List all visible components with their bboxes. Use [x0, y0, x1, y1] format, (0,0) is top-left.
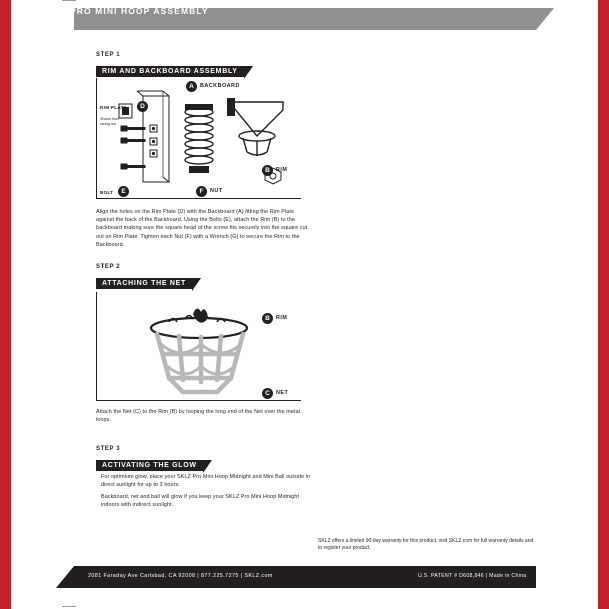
- footer-address: 2081 Faraday Ave Carlsbad, CA 92008 | 877.225.7275 | SKLZ.com: [88, 573, 273, 579]
- right-red-margin-bar: [598, 0, 609, 609]
- callout-d: D: [137, 101, 148, 112]
- step-1-body: Align the holes on the Rim Plate (D) with the Backboard (A) fitting the Rim Plate against the back of the Backboard. Using the Bolts (E), attach the Rim (B) to the backboard making sure the square head of the screw fits securely into the square cut out on Rim Plate. Tighten each Nut (F) with a Wrench (G) to secure the Rim to the Backboard.: [96, 209, 308, 248]
- net-label: NET: [276, 390, 289, 396]
- backboard-label: BACKBOARD: [200, 83, 240, 89]
- callout-f: F: [196, 186, 207, 197]
- step-3-number: STEP 3: [96, 446, 121, 452]
- callout-b-step2: B: [262, 313, 273, 324]
- step-2-number: STEP 2: [96, 264, 121, 270]
- step-1-heading: [96, 52, 244, 78]
- bottom-print-strip: [74, 598, 536, 609]
- step-3-heading: [96, 446, 203, 472]
- bolt-label: BOLT: [100, 190, 114, 195]
- step-2-title: ATTACHING THE NET: [96, 278, 192, 289]
- step-3-body-2: Backboard, net and ball will glow if you keep your SKLZ Pro Mini Hoop Midnight indoors with indirect sunlight.: [101, 494, 300, 509]
- step-1-number: STEP 1: [96, 52, 121, 58]
- rim-plate-note-line-1: Shown from: [100, 117, 120, 121]
- nut-label: NUT: [210, 188, 223, 194]
- warranty-text: SKLZ offers a limited 90-day warranty for this product, visit SKLZ.com for full warranty details and to register your product.: [318, 538, 534, 552]
- rim-plate-label: RIM PLATE: [100, 105, 128, 110]
- step-2-diagram-art: [97, 292, 301, 400]
- step-3-body-1: For optimium glow, place your SKLZ Pro Mini Hoop Midnight and Mini Ball outside in direct sunlight for up to 3 hours.: [101, 474, 311, 489]
- step-1-title: RIM AND BACKBOARD ASSEMBLY: [96, 66, 244, 77]
- left-red-margin-bar: [0, 0, 11, 609]
- step-2-body: Attach the Net (C) to the Rim (B) by looping the long end of the Net over the metal loops.: [96, 409, 300, 424]
- rim-plate-note-line-2: facing out: [100, 122, 116, 126]
- rim-label-step1: RIM: [276, 167, 288, 173]
- top-crop-mark: [62, 0, 76, 4]
- step-1-illustration: [96, 78, 301, 199]
- page-title: PRO MINI HOOP ASSEMBLY: [70, 6, 209, 16]
- rim-label-step2: RIM: [276, 315, 288, 321]
- footer-patent: U.S. PATENT # D608,846 | Made in China: [418, 573, 527, 579]
- step-2-illustration: [96, 292, 301, 401]
- callout-c: C: [262, 388, 273, 399]
- callout-a: A: [186, 81, 197, 92]
- callout-b: B: [262, 165, 273, 176]
- step-2-heading: [96, 264, 192, 290]
- step-3-title: ACTIVATING THE GLOW: [96, 460, 203, 471]
- callout-e: E: [118, 186, 129, 197]
- step-1-diagram-art: [97, 78, 301, 198]
